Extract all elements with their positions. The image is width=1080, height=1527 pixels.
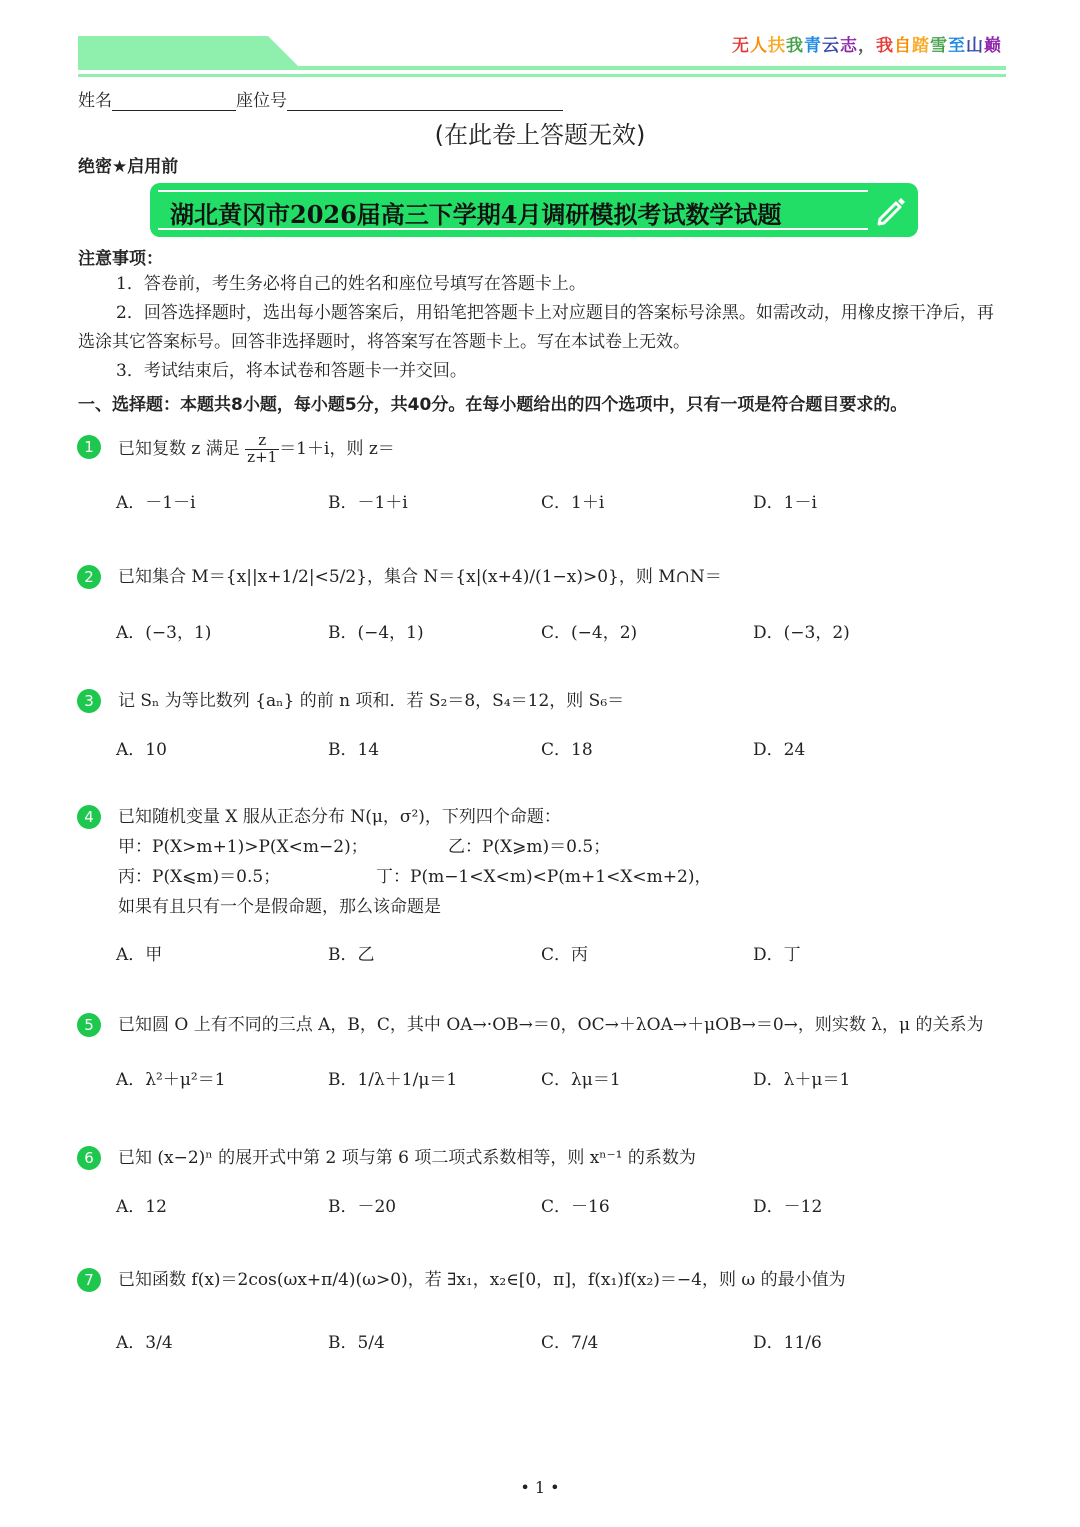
name-seat-line	[78, 86, 563, 111]
motto-char: 我	[876, 36, 894, 56]
option-b[interactable]: B．14	[328, 740, 380, 760]
note-item: 1．答卷前，考生务必将自己的姓名和座位号填写在答题卡上。	[116, 274, 586, 294]
motto-char: 至	[948, 36, 966, 56]
option-b[interactable]: B．乙	[328, 945, 375, 965]
motto-char: 山	[966, 36, 984, 56]
question-number-badge: 6	[77, 1146, 101, 1170]
name-label: 姓名	[78, 91, 112, 111]
header-rule	[78, 66, 1006, 70]
seat-label: 座位号	[236, 91, 287, 111]
option-c[interactable]: C．18	[541, 740, 593, 760]
fraction	[245, 433, 279, 466]
question-stem: 已知 (x−2)ⁿ 的展开式中第 2 项与第 6 项二项式系数相等，则 xⁿ⁻¹ 的系数为	[118, 1148, 696, 1168]
option-b[interactable]: B．5/4	[328, 1333, 385, 1353]
notes-heading: 注意事项：	[78, 249, 163, 269]
pencil-icon	[874, 193, 908, 227]
motto-char: 志	[840, 36, 858, 56]
proposition-bing: 丙：P(X⩽m)＝0.5；	[118, 867, 281, 887]
proposition-ding: 丁：P(m−1<X<m)<P(m+1<X<m+2)，	[376, 867, 712, 887]
section-heading: 一、选择题：本题共8小题，每小题5分，共40分。在每小题给出的四个选项中，只有一项是符合题目要求的。	[78, 395, 908, 415]
option-c[interactable]: C．7/4	[541, 1333, 599, 1353]
question-stem: 已知圆 O 上有不同的三点 A，B，C，其中 OA→·OB→＝0，OC→＋λOA→＋μOB→＝0→，则实数 λ，μ 的关系为	[118, 1015, 984, 1035]
secret-label: 绝密★启用前	[78, 157, 179, 177]
question-number-badge: 4	[77, 805, 101, 829]
option-b[interactable]: B．－20	[328, 1197, 397, 1217]
option-a[interactable]: A．10	[116, 740, 167, 760]
proposition-jia: 甲：P(X>m+1)>P(X<m−2)；	[118, 837, 368, 857]
option-d[interactable]: D．丁	[753, 945, 801, 965]
option-d[interactable]: D．11/6	[753, 1333, 822, 1353]
motto-char: 自	[894, 36, 912, 56]
note-item: 3．考试结束后，将本试卷和答题卡一并交回。	[116, 361, 467, 381]
title-banner	[150, 183, 918, 237]
option-d[interactable]: D．1－i	[753, 493, 817, 513]
option-c[interactable]: C．－16	[541, 1197, 610, 1217]
motto-char: 无	[732, 36, 750, 56]
motto-char: ，	[858, 36, 876, 56]
option-b[interactable]: B．1/λ＋1/μ＝1	[328, 1070, 458, 1090]
frac-num: z	[245, 433, 279, 450]
motto-char: 扶	[768, 36, 786, 56]
option-c[interactable]: C．λμ＝1	[541, 1070, 621, 1090]
question-number-badge: 2	[77, 565, 101, 589]
option-a[interactable]: A．12	[116, 1197, 167, 1217]
page-number: • 1 •	[520, 1478, 560, 1497]
option-c[interactable]: C．(−4，2)	[541, 623, 638, 643]
question-stem: 已知集合 M＝{x||x+1/2|<5/2}，集合 N＝{x|(x+4)/(1−x)>0}，则 M∩N＝	[118, 567, 722, 587]
question-stem: 已知函数 f(x)＝2cos(ωx+π/4)(ω>0)，若 ∃x₁，x₂∈[0，π]，f(x₁)f(x₂)＝−4，则 ω 的最小值为	[118, 1270, 846, 1290]
question-stem: 记 Sₙ 为等比数列 {aₙ} 的前 n 项和．若 S₂＝8，S₄＝12，则 S₆＝	[118, 691, 625, 711]
note-item: 2．回答选择题时，选出每小题答案后，用铅笔把答题卡上对应题目的答案标号涂黑。如需改动，用橡皮擦干净后，再选涂其它答案标号。回答非选择题时，将答案写在答题卡上。写在本试卷上无效。	[78, 303, 994, 352]
option-b[interactable]: B．(−4，1)	[328, 623, 424, 643]
stem-text: ＝1＋i，则 z＝	[279, 438, 395, 459]
option-d[interactable]: D．(−3，2)	[753, 623, 850, 643]
motto-char: 巅	[984, 36, 1002, 56]
motto-char: 雪	[930, 36, 948, 56]
question-stem	[118, 433, 395, 466]
question-number-badge: 1	[77, 435, 101, 459]
frac-den: z+1	[247, 447, 278, 466]
header-rule-thin	[78, 74, 1006, 77]
seat-blank[interactable]	[287, 92, 563, 111]
motto-char: 青	[804, 36, 822, 56]
question-stem: 已知随机变量 X 服从正态分布 N(μ，σ²)，下列四个命题：	[118, 807, 561, 827]
invalid-notice: (在此卷上答题无效)	[434, 121, 646, 149]
option-c[interactable]: C．丙	[541, 945, 589, 965]
option-d[interactable]: D．24	[753, 740, 806, 760]
motto-char: 人	[750, 36, 768, 56]
motto-char: 踏	[912, 36, 930, 56]
name-blank[interactable]	[112, 92, 236, 111]
proposition-yi: 乙：P(X⩾m)＝0.5；	[448, 837, 611, 857]
question-number-badge: 7	[77, 1268, 101, 1292]
option-d[interactable]: D．－12	[753, 1197, 823, 1217]
question-prompt: 如果有且只有一个是假命题，那么该命题是	[118, 897, 441, 917]
question-number-badge: 5	[77, 1013, 101, 1037]
motto-char: 云	[822, 36, 840, 56]
motto-char: 我	[786, 36, 804, 56]
option-b[interactable]: B．－1＋i	[328, 493, 408, 513]
stem-text: 已知复数 z 满足	[118, 438, 240, 459]
option-a[interactable]: A．λ²＋μ²＝1	[116, 1070, 226, 1090]
question-number-badge: 3	[77, 689, 101, 713]
option-a[interactable]: A．－1－i	[116, 493, 196, 513]
option-a[interactable]: A．(−3，1)	[116, 623, 212, 643]
option-a[interactable]: A．甲	[116, 945, 163, 965]
header-motto	[732, 31, 1002, 56]
header-tab-decoration	[78, 36, 298, 66]
option-a[interactable]: A．3/4	[116, 1333, 173, 1353]
exam-title: 湖北黄冈市2026届高三下学期4月调研模拟考试数学试题	[170, 200, 782, 229]
option-d[interactable]: D．λ＋μ＝1	[753, 1070, 851, 1090]
option-c[interactable]: C．1＋i	[541, 493, 605, 513]
